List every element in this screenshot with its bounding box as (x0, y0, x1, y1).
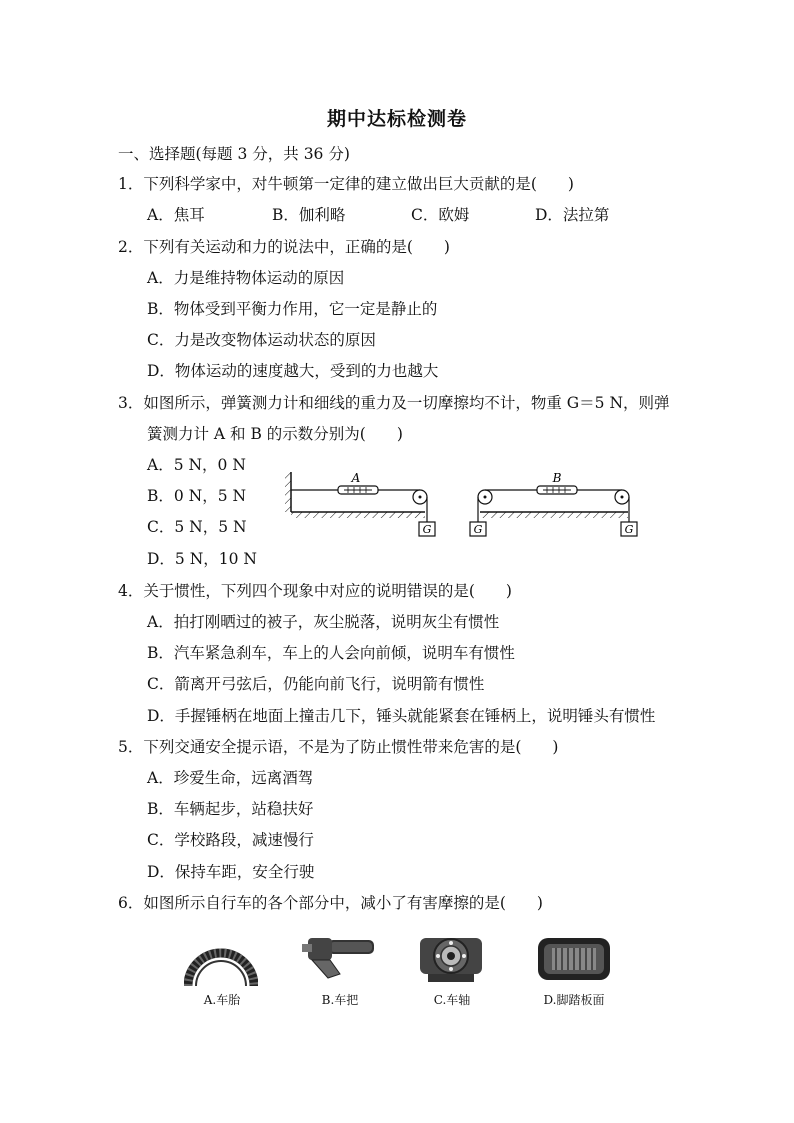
weight-label: G (473, 523, 483, 536)
section-heading: 一、选择题(每题 3 分，共 36 分) (118, 145, 350, 163)
q3-option-c[interactable]: C．5 N，5 N (147, 518, 247, 536)
question-4-stem: 4．关于惯性，下列四个现象中对应的说明错误的是( ) (118, 582, 512, 600)
q3-option-a[interactable]: A．5 N，0 N (147, 456, 246, 474)
label-b: B (552, 471, 562, 485)
q1-option-b[interactable]: B．伽利略 (272, 206, 346, 224)
question-2-stem: 2．下列有关运动和力的说法中，正确的是( ) (118, 238, 450, 256)
q1-option-c[interactable]: C．欧姆 (411, 206, 470, 224)
axle-bearing-icon (414, 930, 488, 986)
q5-option-a[interactable]: A．珍爱生命，远离酒驾 (147, 769, 314, 787)
caption-tire: A.车胎 (203, 993, 241, 1007)
q4-option-b[interactable]: B．汽车紧急刹车，车上的人会向前倾，说明车有惯性 (147, 644, 515, 662)
q4-option-a[interactable]: A．拍打刚晒过的被子，灰尘脱落，说明灰尘有惯性 (147, 613, 500, 631)
question-1-stem: 1．下列科学家中，对牛顿第一定律的建立做出巨大贡献的是( ) (118, 175, 574, 193)
q3-option-d[interactable]: D．5 N，10 N (147, 550, 257, 568)
q2-option-a[interactable]: A．力是维持物体运动的原因 (147, 269, 345, 287)
weight-label: G (624, 523, 634, 536)
pedal-icon (534, 932, 614, 986)
q5-option-b[interactable]: B．车辆起步，站稳扶好 (147, 800, 314, 818)
q4-option-c[interactable]: C．箭离开弓弦后，仍能向前飞行，说明箭有惯性 (147, 675, 485, 693)
spring-scale-b (537, 486, 577, 494)
q5-option-c[interactable]: C．学校路段，减速慢行 (147, 831, 314, 849)
handlebar-icon (300, 934, 376, 986)
caption-handlebar: B.车把 (321, 993, 359, 1007)
weight-label: G (422, 523, 432, 536)
q2-option-c[interactable]: C．力是改变物体运动状态的原因 (147, 331, 376, 349)
question-3-stem-line2: 簧测力计 A 和 B 的示数分别为( ) (147, 425, 403, 443)
q2-option-d[interactable]: D．物体运动的速度越大，受到的力也越大 (147, 362, 439, 380)
question-6-stem: 6．如图所示自行车的各个部分中，减小了有害摩擦的是( ) (118, 894, 543, 912)
caption-axle: C.车轴 (433, 993, 471, 1007)
tire-icon (184, 930, 258, 986)
page-title: 期中达标检测卷 (326, 108, 467, 130)
label-a: A (351, 471, 361, 485)
question-5-stem: 5．下列交通安全提示语，不是为了防止惯性带来危害的是( ) (118, 738, 559, 756)
caption-pedal: D.脚踏板面 (543, 993, 605, 1007)
spring-scale-a (338, 486, 378, 494)
question-3-stem-line1: 3．如图所示，弹簧测力计和细线的重力及一切摩擦均不计，物重 G＝5 N，则弹 (118, 394, 670, 412)
q1-option-a[interactable]: A．焦耳 (147, 206, 205, 224)
setup-a (285, 471, 435, 536)
q5-option-d[interactable]: D．保持车距，安全行驶 (147, 863, 315, 881)
setup-b (470, 471, 637, 536)
q3-option-b[interactable]: B．0 N，5 N (147, 487, 247, 505)
q4-option-d[interactable]: D．手握锤柄在地面上撞击几下，锤头就能紧套在锤柄上，说明锤头有惯性 (147, 707, 656, 725)
spring-scale-diagram (280, 466, 642, 542)
q1-option-d[interactable]: D．法拉第 (535, 206, 610, 224)
q2-option-b[interactable]: B．物体受到平衡力作用，它一定是静止的 (147, 300, 438, 318)
